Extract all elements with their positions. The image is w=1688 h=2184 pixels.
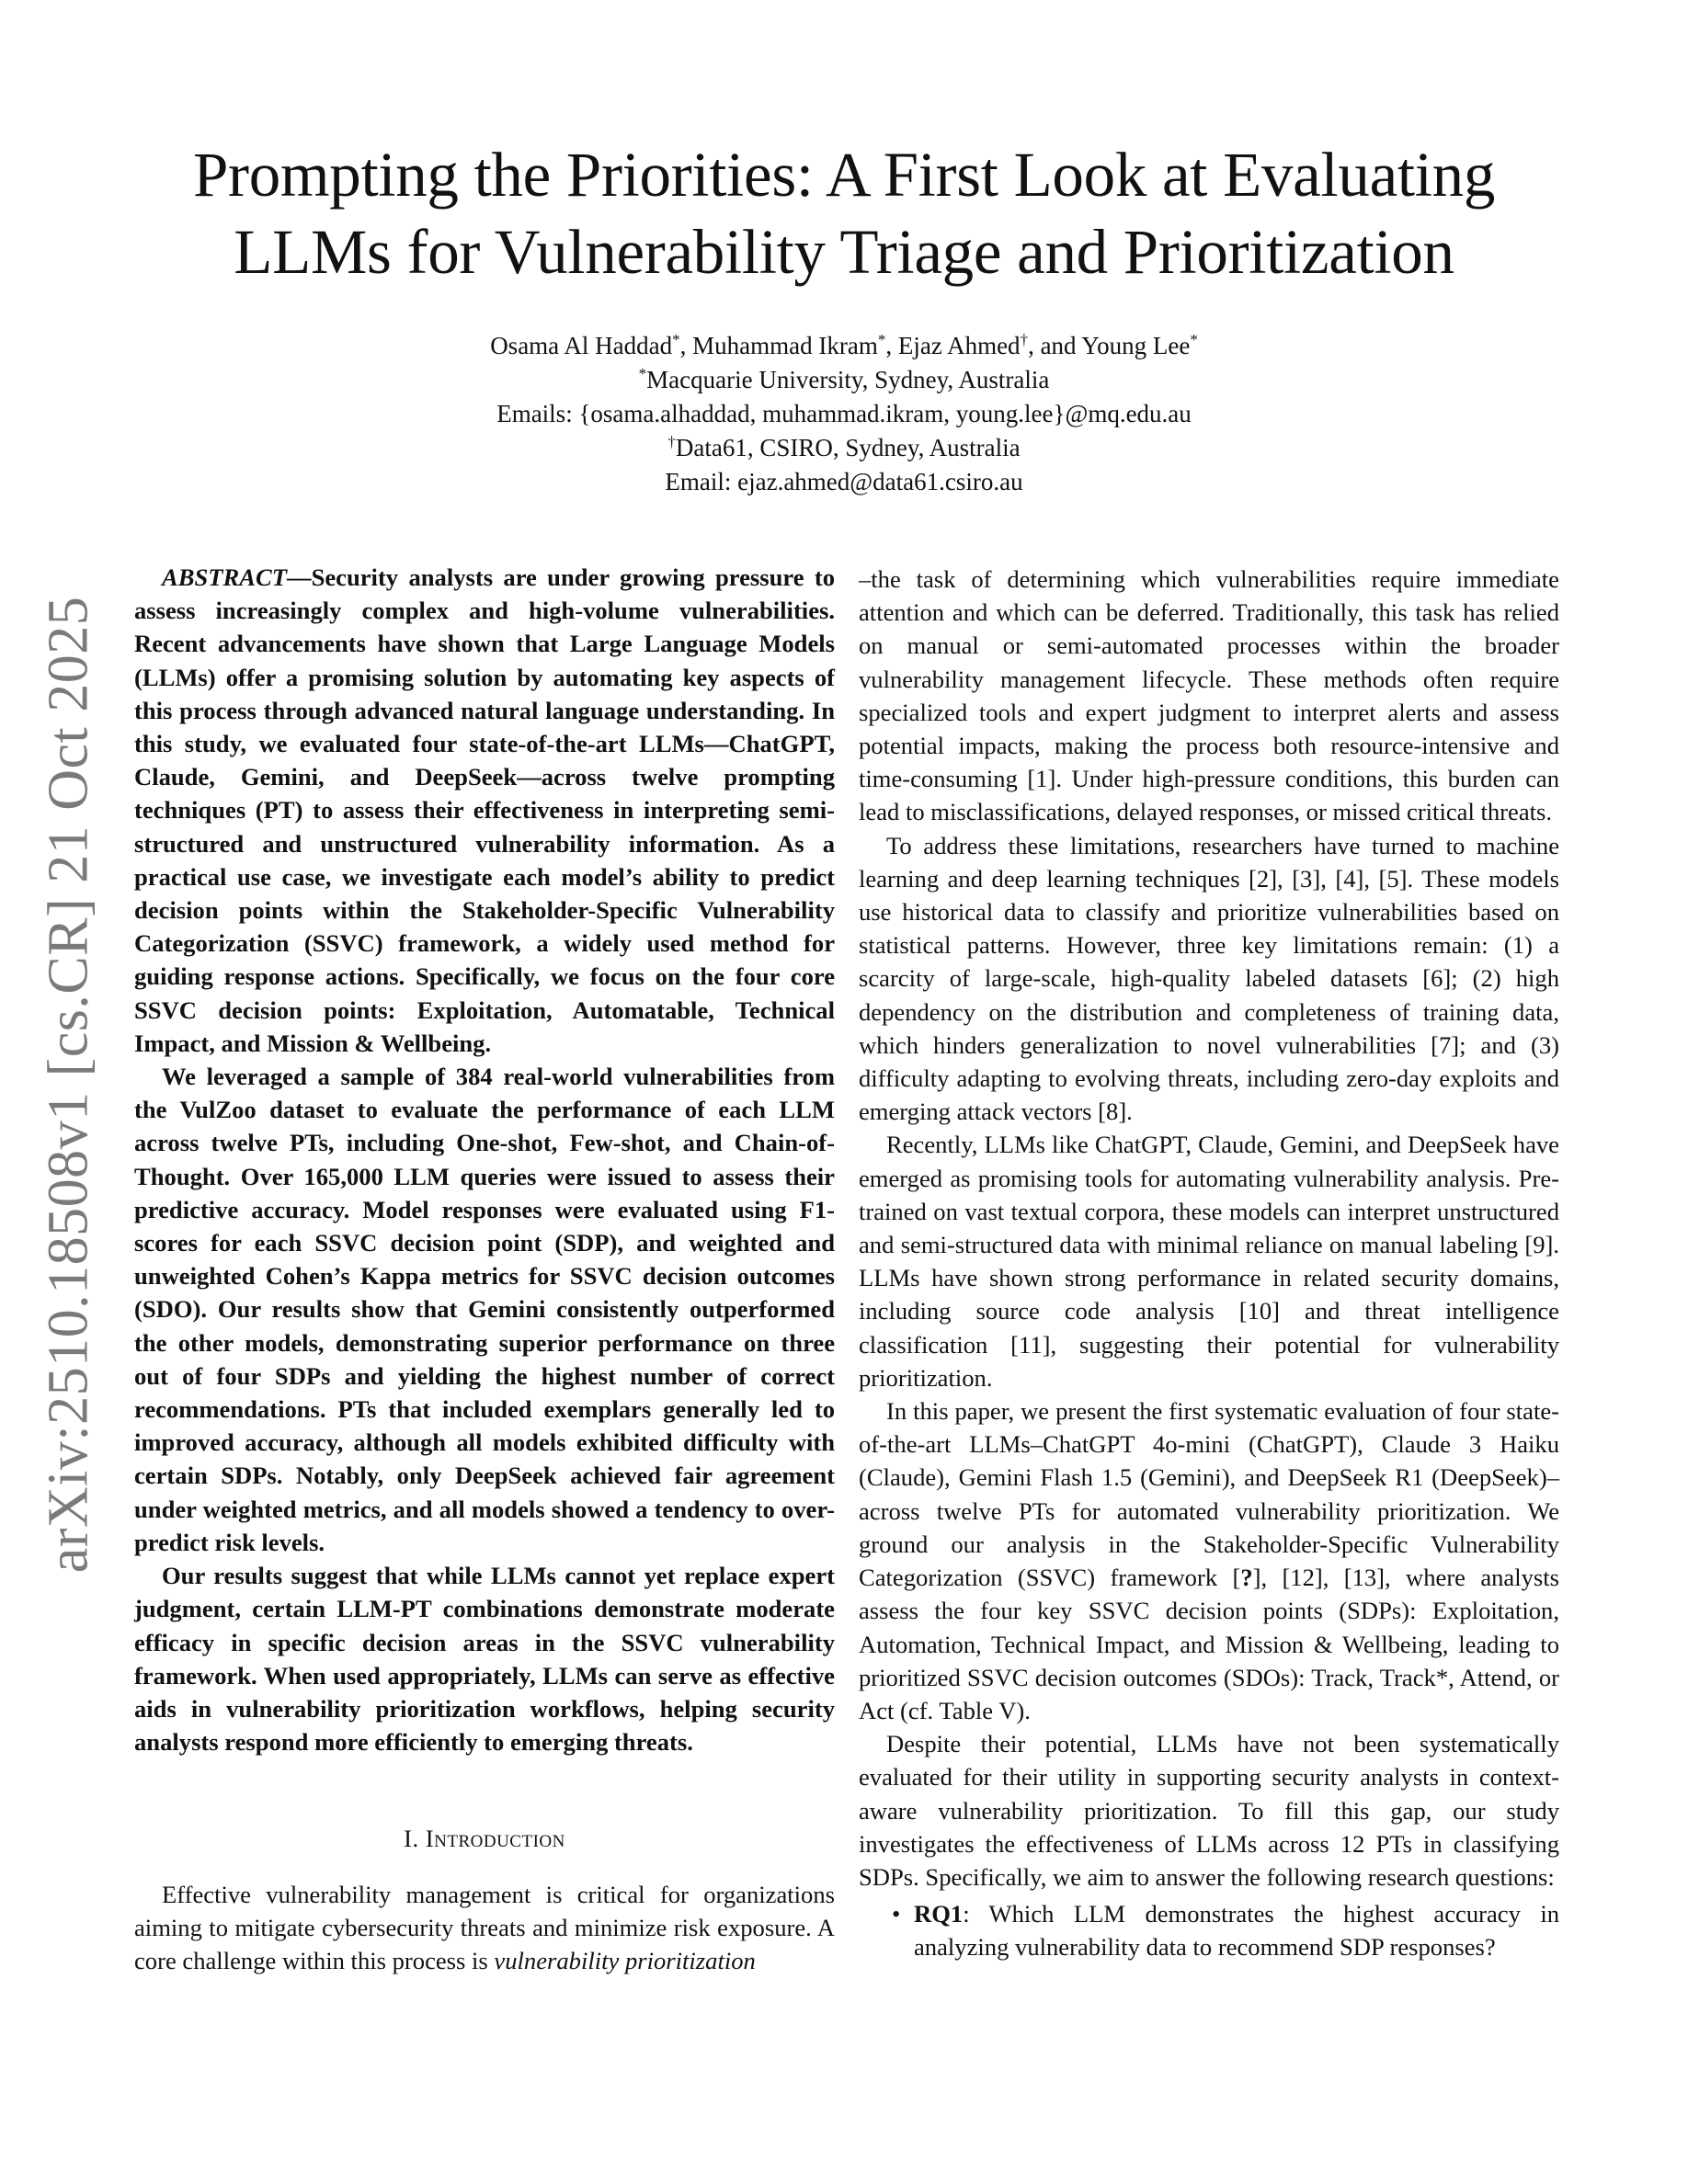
author-separator: , (679, 332, 693, 359)
abstract-dash: — (286, 563, 312, 591)
missing-citation-marker: ? (1240, 1564, 1253, 1592)
left-column (134, 561, 835, 1977)
intro-paragraph-1-continuation: –the task of determining which vulnerabilities require immediate attention and which can be deferred. Traditionally, this task has relied on manual or semi-automated processes within the broader vulnerability management lifecycle. These methods often require specialized tools and expert judgment to interpret alerts and assess potential impacts, making the process both resource-intensive and time-consuming [1]. Under high-pressure conditions, this burden can lead to misclassifications, delayed responses, or missed critical threats. (859, 565, 1559, 826)
section-heading-introduction (134, 1822, 835, 1855)
intro-paragraph-5: Despite their potential, LLMs have not been systematically evaluated for their utility in supporting security analysts in context-aware vulnerability prioritization. To fill this gap, our study investigates the effectiveness of LLMs across 12 PTs in classifying SDPs. Specifically, we aim to answer the following research questions: (859, 1730, 1559, 1891)
affiliation-name: Macquarie University, Sydney, Australia (646, 366, 1050, 393)
author-name: Ejaz Ahmed (897, 332, 1021, 359)
intro-paragraph-4 (859, 1394, 1559, 1727)
bullet-icon: • (892, 1900, 901, 1928)
author-list (0, 329, 1688, 363)
research-question-text: : Which LLM demonstrates the highest accuracy in analyzing vulnerability data to recommend SDP responses? (914, 1900, 1559, 1962)
abstract-label: ABSTRACT (162, 563, 287, 591)
section-number: I. (404, 1825, 426, 1853)
affiliation-mark: † (1020, 331, 1029, 348)
arxiv-identifier-stamp: arXiv:2510.18508v1 [cs.CR] 21 Oct 2025 (37, 596, 100, 1574)
abstract-paragraph-3: Our results suggest that while LLMs cannot yet replace expert judgment, certain LLM-PT combinations demonstrate moderate efficacy in specific decision areas in the SSVC vulnerability framework. When used appropriately, LLMs can serve as effective aids in vulnerability prioritization workflows, helping security analysts respond more efficiently to emerging threats. (134, 1562, 835, 1757)
affiliation-mark: * (672, 331, 680, 348)
intro-paragraph-1 (134, 1878, 835, 1978)
author-email-2: Email: ejaz.ahmed@data61.csiro.au (665, 468, 1023, 495)
affiliation-name: Data61, CSIRO, Sydney, Australia (675, 434, 1021, 461)
right-column (859, 563, 1559, 1964)
abstract (134, 561, 835, 1758)
abstract-paragraph-2: We leveraged a sample of 384 real-world vulnerabilities from the VulZoo dataset to evaluate the performance of each LLM across twelve PTs, including One-shot, Few-shot, and Chain-of-Thought. Over 165,000 LLM queries were issued to assess their predictive accuracy. Model responses were evaluated using F1-scores for each SSVC decision point (SDP), and weighted and unweighted Cohen’s Kappa metrics for SSVC decision outcomes (SDO). Our results show that Gemini consistently outperformed the other models, demonstrating superior performance on three out of four SDPs and yielding the highest number of correct recommendations. PTs that included exemplars generally led to improved accuracy, although all models exhibited difficulty with certain SDPs. Notably, only DeepSeek achieved fair agreement under weighted metrics, and all models showed a tendency to over-predict risk levels. (134, 1063, 835, 1556)
emphasized-term: vulnerability prioritization (494, 1946, 756, 1974)
author-separator: , (885, 332, 898, 359)
affiliation-mark: * (1190, 331, 1198, 348)
author-name: Young Lee (1081, 332, 1191, 359)
affiliation-1 (0, 363, 1688, 397)
research-question-item (892, 1897, 1559, 1963)
paper-title (0, 136, 1688, 290)
intro-paragraph-3: Recently, LLMs like ChatGPT, Claude, Gemini, and DeepSeek have emerged as promising tools for automating vulnerability analysis. Pre-trained on vast textual corpora, these models can interpret unstructured and semi-structured data with minimal reliance on manual labeling [9]. LLMs have shown strong performance in related security domains, including source code analysis [10] and threat intelligence classification [11], suggesting their potential for vulnerability prioritization. (859, 1131, 1559, 1392)
author-separator: , and (1028, 332, 1082, 359)
author-name: Muhammad Ikram (692, 332, 878, 359)
section-title-initial: I (425, 1825, 435, 1853)
author-name: Osama Al Haddad (490, 332, 673, 359)
intro-paragraph-2: To address these limitations, researchers have turned to machine learning and deep learning techniques [2], [3], [4], [5]. These models use historical data to classify and prioritize vulnerabilities based on statistical patterns. However, three key limitations remain: (1) a scarcity of large-scale, high-quality labeled datasets [6]; (2) high dependency on the distribution and completeness of training data, which hinders generalization to novel vulnerabilities [7]; and (3) difficulty adapting to evolving threats, including zero-day exploits and emerging attack vectors [8]. (859, 831, 1559, 1126)
abstract-text: Security analysts are under growing pressure to assess increasingly complex and high-volume vulnerabilities. Recent advancements have shown that Large Language Models (LLMs) offer a promising solution by automating key aspects of this process through advanced natural language understanding. In this study, we evaluated four state-of-the-art LLMs—ChatGPT, Claude, Gemini, and DeepSeek—across twelve prompting techniques (PT) to assess their effectiveness in interpreting semi-structured and unstructured vulnerability information. As a practical use case, we investigate each model’s ability to predict decision points within the Stakeholder-Specific Vulnerability Categorization (SSVC) framework, a widely used method for guiding response actions. Specifically, we focus on the four core SSVC decision points: Exploitation, Automatable, Technical Impact, and Mission & Wellbeing. (134, 563, 835, 1057)
paper-title-line-1: Prompting the Priorities: A First Look at Evaluating (192, 140, 1496, 210)
affiliation-mark: † (667, 433, 676, 450)
section-title-rest: ntroduction (434, 1825, 565, 1853)
research-question-label: RQ1 (914, 1900, 964, 1928)
author-emails-1: Emails: {osama.alhaddad, muhammad.ikram, young.lee}@mq.edu.au (496, 400, 1192, 427)
abstract-paragraph-1 (134, 561, 835, 1060)
research-questions-list (859, 1897, 1559, 1963)
paper-title-line-2: LLMs for Vulnerability Triage and Prioritization (234, 217, 1454, 287)
author-block (0, 329, 1688, 499)
affiliation-mark: * (638, 365, 647, 382)
affiliation-mark: * (877, 331, 886, 348)
intro-text: In this paper, we present the first systematic evaluation of four state-of-the-art LLMs–ChatGPT 4o-mini (ChatGPT), Claude 3 Haiku (Claude), Gemini Flash 1.5 (Gemini), and DeepSeek R1 (DeepSeek)–across twelve PTs for automated vulnerability prioritization. We ground our analysis in the Stakeholder-Specific Vulnerability Categorization (SSVC) framework [ (859, 1397, 1559, 1592)
affiliation-2 (0, 431, 1688, 465)
intro-text: Effective vulnerability management is critical for organizations aiming to mitigate cybersecurity threats and minimize risk exposure. A core challenge within this process is (134, 1880, 835, 1974)
intro-text-continued: ], [12], [13], where analysts assess the four key SSVC decision points (SDPs): Exploitation, Automation, Technical Impact, and Mission & Wellbeing, leading to prioritized SSVC decision outcomes (SDOs): Track, Track*, Attend, or Act (cf. Table V). (859, 1564, 1559, 1724)
